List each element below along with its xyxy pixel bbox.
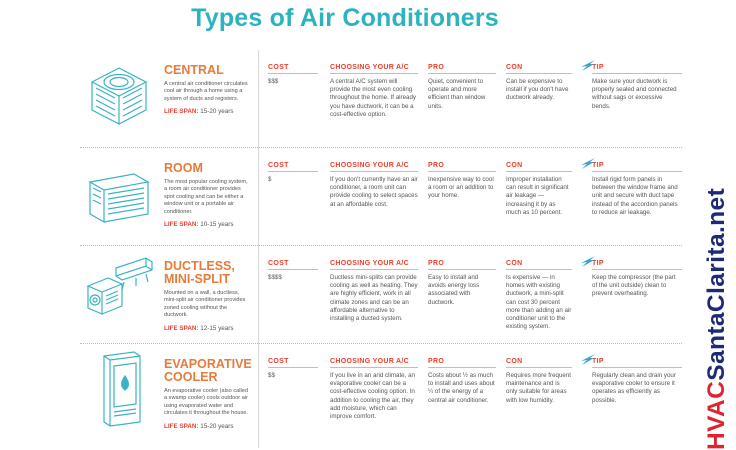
tip-text: Keep the compressor (the part of the unit outside) clean to prevent overheating. <box>592 274 676 298</box>
con-cell <box>506 64 572 103</box>
pro-cell <box>428 162 496 201</box>
lifespan-value: 15-20 years <box>200 108 234 116</box>
lifespan-label: LIFE SPAN: <box>164 221 199 229</box>
tip-cell <box>592 162 682 217</box>
cost-header: COST <box>268 358 318 368</box>
cost-cell <box>268 64 318 86</box>
pro-header: PRO <box>428 358 496 368</box>
type-description: An evaporative cooler (also called a swamp cooler) cools outdoor air using evaporated water and circulates it throughout the house. <box>164 388 248 417</box>
tip-cell <box>592 64 682 111</box>
type-name: EVAPORATIVE COOLER <box>164 357 252 384</box>
pro-header: PRO <box>428 64 496 74</box>
choosing-header: CHOOSING YOUR A/C <box>330 260 418 270</box>
ac-type-row-ductless <box>0 246 690 344</box>
cost-value: $$$$ <box>268 274 282 281</box>
lifespan-value: 10-15 years <box>200 221 234 229</box>
choosing-text: If you live in an arid climate, an evaporative cooler can be a cost-effective cooling option. In addition to cooling the air, they add moisture, which can improve comfort. <box>330 372 415 421</box>
lifespan-label: LIFE SPAN: <box>164 324 199 332</box>
ac-type-row-central <box>0 50 690 148</box>
choosing-header: CHOOSING YOUR A/C <box>330 64 418 74</box>
page-title: Types of Air Conditioners <box>191 4 499 32</box>
con-text: Is expensive — in homes with existing ductwork, a mini-split can cost 30 percent more than adding an air conditioner unit to the existing system. <box>506 274 572 331</box>
pro-cell <box>428 260 496 307</box>
lifespan <box>164 423 252 430</box>
evaporative-cooler-icon <box>84 348 154 428</box>
lightning-icon <box>580 254 596 268</box>
choosing-text: A central A/C system will provide the most even cooling throughout the home. If already you have ductwork, it can be a cost-effective option. <box>330 78 416 118</box>
pro-text: Quiet, convenient to operate and more efficient than window units. <box>428 78 486 110</box>
choosing-header: CHOOSING YOUR A/C <box>330 162 418 172</box>
pro-header: PRO <box>428 162 496 172</box>
window-unit-icon <box>84 152 154 232</box>
cost-cell <box>268 260 318 282</box>
cost-header: COST <box>268 64 318 74</box>
tip-text: Make sure your ductwork is properly sealed and connected without sags or excessive bends. <box>592 78 677 110</box>
tip-header: TIP <box>592 64 682 74</box>
con-header: CON <box>506 162 572 172</box>
lifespan-label: LIFE SPAN: <box>164 108 199 116</box>
cost-cell <box>268 162 318 184</box>
ac-type-row-room <box>0 148 690 246</box>
tip-cell <box>592 358 682 405</box>
cost-header: COST <box>268 162 318 172</box>
con-header: CON <box>506 260 572 270</box>
cost-value: $$$ <box>268 78 279 85</box>
pro-text: Easy to install and avoids energy loss associated with ductwork. <box>428 274 480 306</box>
con-header: CON <box>506 64 572 74</box>
tip-cell <box>592 260 682 299</box>
site-name <box>704 188 730 450</box>
cost-value: $$ <box>268 372 275 379</box>
cost-header: COST <box>268 260 318 270</box>
con-text: Can be expensive to install if you don't have ductwork already. <box>506 78 569 102</box>
pro-text: Costs about ½ as much to install and uses about ¼ of the energy of a central air conditioner. <box>428 372 495 404</box>
con-cell <box>506 358 572 405</box>
tip-header: TIP <box>592 260 682 270</box>
pro-header: PRO <box>428 260 496 270</box>
site-suffix: SantaClarita.net <box>703 187 730 381</box>
choosing-text: Ductless mini-splits can provide cooling as well as heating. They are highly efficient, work in all climate zones and can be an affordable alternative to installing a ducted system. <box>330 274 418 323</box>
con-text: Improper installation can result in significant air leakage — increasing it by as much as 10 percent. <box>506 176 569 216</box>
choosing-cell <box>330 64 418 119</box>
lifespan <box>164 221 252 228</box>
lifespan-value: 15-20 years <box>200 422 234 430</box>
con-header: CON <box>506 358 572 368</box>
type-name: ROOM <box>164 161 203 175</box>
pro-cell <box>428 358 496 405</box>
tip-header: TIP <box>592 358 682 368</box>
pro-text: Inexpensive way to cool a room or an addition to your home. <box>428 176 494 200</box>
site-prefix: HVAC <box>703 380 730 450</box>
con-cell <box>506 162 572 217</box>
lifespan <box>164 108 252 115</box>
lightning-icon <box>580 58 596 72</box>
central-unit-icon <box>84 54 154 134</box>
choosing-cell <box>330 358 418 421</box>
con-text: Requires more frequent maintenance and is only suitable for areas with low humidity. <box>506 372 572 404</box>
choosing-text: If you don't currently have an air conditioner, a room unit can provide cooling to select spaces at an affordable cost. <box>330 176 418 208</box>
tip-text: Install rigid form panels in between the window frame and unit and secure with duct tape instead of the accordion panels to reduce air leakage. <box>592 176 678 216</box>
cost-cell <box>268 358 318 380</box>
mini-split-icon <box>84 250 154 330</box>
tip-header: TIP <box>592 162 682 172</box>
type-name: DUCTLESS, MINI-SPLIT <box>164 259 235 286</box>
cost-value: $ <box>268 176 272 183</box>
lightning-icon <box>580 352 596 366</box>
choosing-cell <box>330 260 418 323</box>
lightning-icon <box>580 156 596 170</box>
choosing-cell <box>330 162 418 209</box>
type-description: Mounted on a wall, a ductless, mini-split air conditioner provides zoned cooling without the ductwork. <box>164 290 246 319</box>
lifespan-value: 12-15 years <box>200 324 234 332</box>
lifespan-label: LIFE SPAN: <box>164 422 199 430</box>
tip-text: Regularly clean and drain your evaporative cooler to ensure it operates as efficiently as possible. <box>592 372 676 404</box>
ac-type-row-evaporative <box>0 344 690 448</box>
type-description: The most popular cooling system, a room air conditioner provides spot cooling and can be either a window unit or a portable air conditioner. <box>164 179 248 215</box>
choosing-header: CHOOSING YOUR A/C <box>330 358 418 368</box>
con-cell <box>506 260 572 331</box>
type-description: A central air conditioner circulates cool air through a home using a system of ducts and registers. <box>164 81 248 102</box>
pro-cell <box>428 64 496 111</box>
lifespan <box>164 325 252 332</box>
type-name: CENTRAL <box>164 63 224 77</box>
